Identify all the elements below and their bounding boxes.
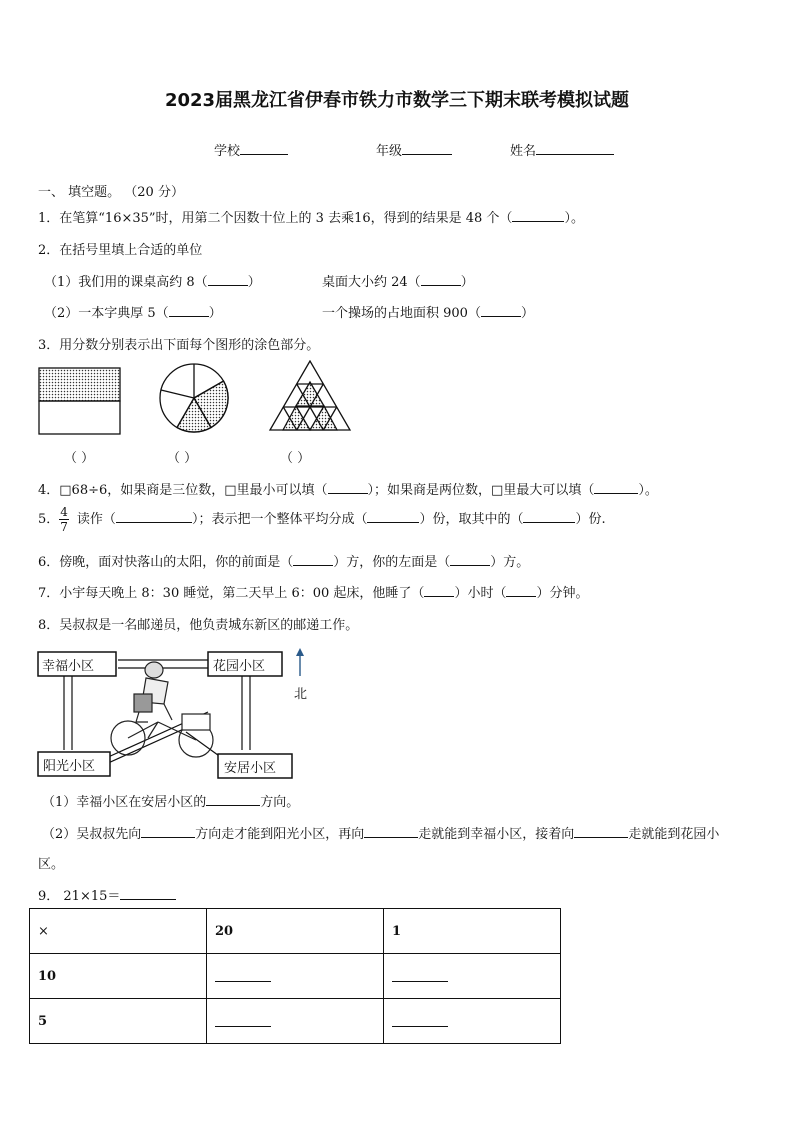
q2-c-text: （2）一本字典厚 5（ — [44, 306, 169, 321]
table-answer-blank[interactable] — [215, 1012, 271, 1027]
question-9 — [38, 885, 176, 904]
map-label-huayuan: 花园小区 — [213, 659, 266, 674]
q5-text-d: ）份. — [575, 512, 606, 527]
name-blank[interactable] — [536, 140, 614, 155]
q4-text-c: ）。 — [638, 483, 658, 498]
q2-item-3 — [44, 302, 222, 321]
question-6 — [38, 551, 529, 570]
table-row-header: 10 — [30, 954, 207, 999]
q8-s2-text-d: 走就能到花园小 — [628, 827, 720, 842]
map-label-anju: 安居小区 — [224, 761, 277, 776]
table-header-cell: 1 — [384, 909, 561, 954]
q6-text-b: ）方，你的左面是（ — [333, 555, 451, 570]
fraction-numerator: 4 — [60, 505, 68, 519]
q8-sub-2 — [42, 823, 719, 842]
q4-blank-2[interactable] — [594, 479, 638, 494]
question-4 — [38, 479, 658, 498]
q2-c-close: ） — [208, 306, 222, 321]
q8-s1-text-a: （1）幸福小区在安居小区的 — [42, 795, 207, 810]
table-cell — [207, 954, 384, 999]
map-label-yangguang: 阳光小区 — [43, 759, 96, 774]
q8-sub-2-continued: 区。 — [38, 857, 65, 872]
q2-item-1 — [44, 271, 261, 290]
multiplication-grid-table — [29, 908, 561, 1044]
q2-d-blank[interactable] — [481, 302, 521, 317]
q2-b-close: ） — [460, 275, 474, 290]
q9-text: 9． 21×15＝ — [38, 889, 121, 904]
grade-label: 年级 — [376, 144, 403, 159]
q1-text-end: ）。 — [564, 211, 584, 226]
q5-text-c: ）份，取其中的（ — [419, 512, 524, 527]
question-5 — [38, 505, 606, 534]
q8-s2-text-b: 方向走才能到阳光小区，再向 — [195, 827, 365, 842]
map-label-xingfu: 幸福小区 — [42, 659, 95, 674]
q7-text-b: ）小时（ — [454, 586, 507, 601]
question-2: 2．在括号里填上合适的单位 — [38, 243, 203, 258]
question-1 — [38, 207, 584, 226]
mail-carrier-illustration — [111, 662, 213, 757]
table-cell — [384, 999, 561, 1044]
q2-c-blank[interactable] — [169, 302, 209, 317]
q3-answer-2[interactable]: （ ） — [167, 451, 198, 466]
q5-blank-1[interactable] — [116, 508, 192, 523]
q2-item-2 — [322, 271, 474, 290]
q3-answer-1[interactable]: （ ） — [64, 451, 95, 466]
q2-d-close: ） — [520, 306, 534, 321]
q5-number: 5． — [38, 512, 60, 527]
q8-s2-text-c: 走就能到幸福小区，接着向 — [418, 827, 575, 842]
question-7 — [38, 582, 588, 601]
q8-s2-blank-3[interactable] — [574, 823, 628, 838]
triangle-figure — [270, 361, 350, 430]
q4-text-a: 4．□68÷6，如果商是三位数，□里最小可以填（ — [38, 483, 328, 498]
q9-blank[interactable] — [120, 885, 176, 900]
q4-text-b: ）；如果商是两位数，□里最大可以填（ — [367, 483, 595, 498]
q5-text-b: ）；表示把一个整体平均分成（ — [191, 512, 368, 527]
table-answer-blank[interactable] — [215, 967, 271, 982]
q6-blank-2[interactable] — [450, 551, 490, 566]
table-cell — [384, 954, 561, 999]
name-label: 姓名 — [510, 144, 537, 159]
q5-text-a: 读作（ — [76, 512, 116, 527]
table-row — [30, 909, 561, 954]
table-cell — [207, 999, 384, 1044]
table-row — [30, 954, 561, 999]
q7-blank-1[interactable] — [424, 582, 454, 597]
q2-a-blank[interactable] — [208, 271, 248, 286]
rectangle-figure — [39, 368, 120, 434]
q8-sub-1 — [42, 791, 299, 810]
q8-s1-blank[interactable] — [206, 791, 260, 806]
q3-figures — [36, 360, 356, 440]
q8-s1-text-b: 方向。 — [260, 795, 300, 810]
table-header-cell: 20 — [207, 909, 384, 954]
q1-blank[interactable] — [512, 207, 564, 222]
table-answer-blank[interactable] — [392, 967, 448, 982]
q6-blank-1[interactable] — [293, 551, 333, 566]
q4-blank-1[interactable] — [328, 479, 368, 494]
q2-b-text: 桌面大小约 24（ — [322, 275, 421, 290]
table-header-cell: × — [30, 909, 207, 954]
question-8: 8．吴叔叔是一名邮递员，他负责城东新区的邮递工作。 — [38, 618, 359, 633]
q2-a-close: ） — [247, 275, 261, 290]
q8-s2-text-a: （2）吴叔叔先向 — [42, 827, 142, 842]
q2-b-blank[interactable] — [421, 271, 461, 286]
table-answer-blank[interactable] — [392, 1012, 448, 1027]
q2-d-text: 一个操场的占地面积 900（ — [322, 306, 481, 321]
q8-s2-blank-2[interactable] — [364, 823, 418, 838]
q2-item-4 — [322, 302, 534, 321]
q5-blank-3[interactable] — [523, 508, 575, 523]
q6-text-c: ）方。 — [490, 555, 530, 570]
question-3: 3．用分数分别表示出下面每个图形的涂色部分。 — [38, 338, 320, 353]
fraction-four-sevenths — [59, 505, 69, 534]
q8-s2-blank-1[interactable] — [141, 823, 195, 838]
q7-text-c: ）分钟。 — [536, 586, 589, 601]
section-heading: 一、 填空题。 （20 分） — [38, 185, 184, 200]
q2-a-text: （1）我们用的课桌高约 8（ — [44, 275, 208, 290]
north-arrow-icon — [296, 648, 304, 676]
table-row-header: 5 — [30, 999, 207, 1044]
circle-figure — [160, 364, 228, 432]
page-title: 2023届黑龙江省伊春市铁力市数学三下期末联考模拟试题 — [164, 90, 630, 111]
fraction-denominator: 7 — [60, 520, 68, 534]
table-row — [30, 999, 561, 1044]
school-label: 学校 — [214, 144, 241, 159]
map-north-label: 北 — [294, 687, 308, 702]
q7-text-a: 7．小宇每天晚上 8：30 睡觉，第二天早上 6：00 起床，他睡了（ — [38, 586, 425, 601]
q7-blank-2[interactable] — [506, 582, 536, 597]
grade-blank[interactable] — [402, 140, 452, 155]
school-field — [214, 140, 288, 159]
name-field — [510, 140, 614, 159]
grade-field — [376, 140, 452, 159]
q6-text-a: 6．傍晚，面对快落山的太阳，你的前面是（ — [38, 555, 294, 570]
q3-answer-3[interactable]: （ ） — [280, 451, 311, 466]
school-blank[interactable] — [240, 140, 288, 155]
q1-text: 1．在笔算“16×35”时，用第二个因数十位上的 3 去乘16，得到的结果是 48 个（ — [38, 211, 513, 226]
q5-blank-2[interactable] — [367, 508, 419, 523]
